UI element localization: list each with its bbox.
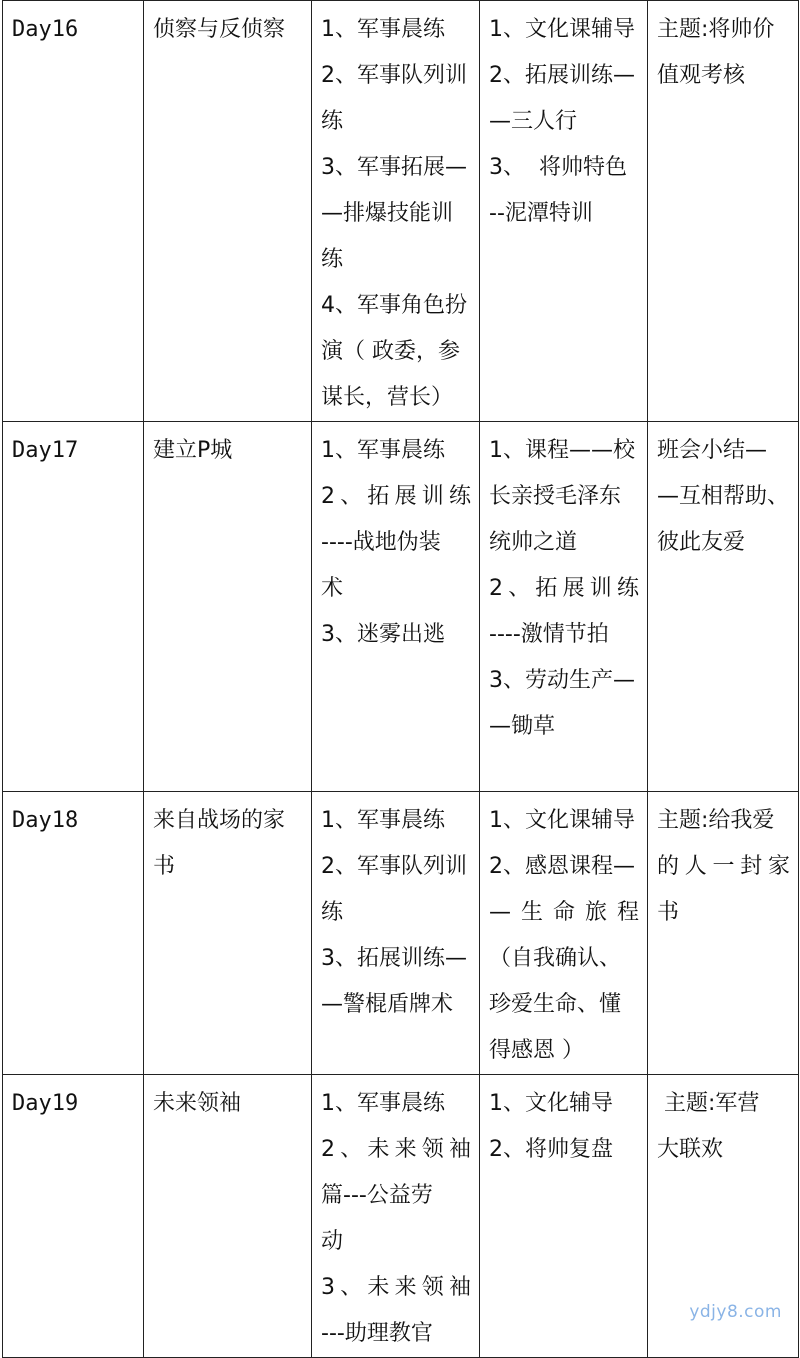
day-label: Day16 [12, 17, 79, 42]
theme-cell [144, 1075, 312, 1358]
cell-line: 大联欢 [657, 1137, 724, 1162]
theme-cell [144, 1, 312, 422]
theme-cell [144, 422, 312, 792]
cell-line: --泥潭特训 [489, 201, 593, 226]
cell-line: 3、 将帅特色 [489, 155, 627, 180]
cell-line: —生命旅程 [489, 900, 639, 925]
theme-text: 未来领袖 [153, 1091, 242, 1116]
cell-line: 演（ 政委，参 [321, 339, 460, 364]
day-cell [3, 1, 144, 422]
cell-line: 彼此友爱 [657, 530, 746, 555]
day-label: Day19 [12, 1091, 79, 1116]
cell-line: 4、军事角色扮 [321, 293, 467, 318]
cell-line: 篇---公益劳 [321, 1183, 433, 1208]
cell-line: 2、拓展训练 [489, 576, 639, 601]
cell-line: 1、课程——校 [489, 438, 635, 463]
morning-cell [312, 1075, 480, 1358]
cell-line: 2、军事队列训 [321, 63, 467, 88]
cell-line: 3、拓展训练— [321, 946, 467, 971]
cell-line: 1、文化课辅导 [489, 808, 635, 833]
cell-line: 术 [321, 576, 344, 601]
cell-line: 3、军事拓展— [321, 155, 467, 180]
table-row [3, 1, 799, 422]
table-row [3, 1075, 799, 1358]
cell-line: 2、军事队列训 [321, 854, 467, 879]
theme-cell [144, 792, 312, 1075]
cell-line: ----激情节拍 [489, 622, 609, 647]
evening-cell [648, 422, 799, 792]
cell-line: 3、未来领袖 [321, 1275, 471, 1300]
cell-line: 主题:军营 [657, 1091, 760, 1116]
cell-line: 2、感恩课程— [489, 854, 635, 879]
cell-line: 主题:给我爱 [657, 808, 775, 833]
cell-line: 练 [321, 109, 344, 134]
cell-line: 2、拓展训练— [489, 63, 635, 88]
table-row [3, 792, 799, 1075]
cell-line: ---助理教官 [321, 1321, 433, 1346]
cell-line: 练 [321, 247, 344, 272]
morning-cell [312, 792, 480, 1075]
cell-line: 1、文化辅导 [489, 1091, 613, 1116]
cell-line: 谋长，营长） [321, 385, 454, 410]
cell-line: 1、军事晨练 [321, 808, 445, 833]
cell-line: 1、文化课辅导 [489, 17, 635, 42]
cell-line: 3、迷雾出逃 [321, 622, 445, 647]
cell-line: ----战地伪装 [321, 530, 441, 555]
afternoon-cell [480, 792, 648, 1075]
cell-line: —互相帮助、 [657, 484, 790, 509]
cell-line: 班会小结— [657, 438, 768, 463]
cell-line: 珍爱生命、懂 [489, 992, 622, 1017]
morning-cell [312, 422, 480, 792]
cell-line: 2、将帅复盘 [489, 1137, 613, 1162]
day-cell [3, 792, 144, 1075]
day-cell [3, 422, 144, 792]
morning-cell [312, 1, 480, 422]
watermark: ydjy8.com [689, 1302, 782, 1322]
cell-line: 练 [321, 900, 344, 925]
cell-line: 1、军事晨练 [321, 1091, 445, 1116]
cell-line: 得感恩 ） [489, 1038, 584, 1063]
evening-cell [648, 1, 799, 422]
cell-line: —锄草 [489, 714, 556, 739]
cell-line: 2、未来领袖 [321, 1137, 471, 1162]
cell-line: —排爆技能训 [321, 201, 454, 226]
cell-line: 书 [657, 900, 680, 925]
cell-line: —警棍盾牌术 [321, 992, 454, 1017]
afternoon-cell [480, 1075, 648, 1358]
cell-line: 值观考核 [657, 63, 746, 88]
cell-line: 1、军事晨练 [321, 438, 445, 463]
evening-cell [648, 792, 799, 1075]
cell-line: 3、劳动生产— [489, 668, 635, 693]
cell-line: 1、军事晨练 [321, 17, 445, 42]
cell-line: 2、拓展训练 [321, 484, 471, 509]
cell-line: 动 [321, 1229, 344, 1254]
schedule-table [2, 0, 799, 1358]
theme-text: 来自战场的家 [153, 808, 286, 833]
day-cell [3, 1075, 144, 1358]
table-row [3, 422, 799, 792]
theme-text: 侦察与反侦察 [153, 17, 286, 42]
cell-line: （自我确认、 [489, 946, 622, 971]
afternoon-cell [480, 1, 648, 422]
day-label: Day18 [12, 808, 79, 833]
cell-line: 长亲授毛泽东 [489, 484, 622, 509]
afternoon-cell [480, 422, 648, 792]
cell-line: —三人行 [489, 109, 578, 134]
theme-text: 书 [153, 854, 176, 879]
cell-line: 统帅之道 [489, 530, 578, 555]
cell-line: 的人一封家 [657, 854, 790, 879]
cell-line: 主题:将帅价 [657, 17, 775, 42]
theme-text: 建立P城 [153, 438, 233, 463]
day-label: Day17 [12, 438, 79, 463]
